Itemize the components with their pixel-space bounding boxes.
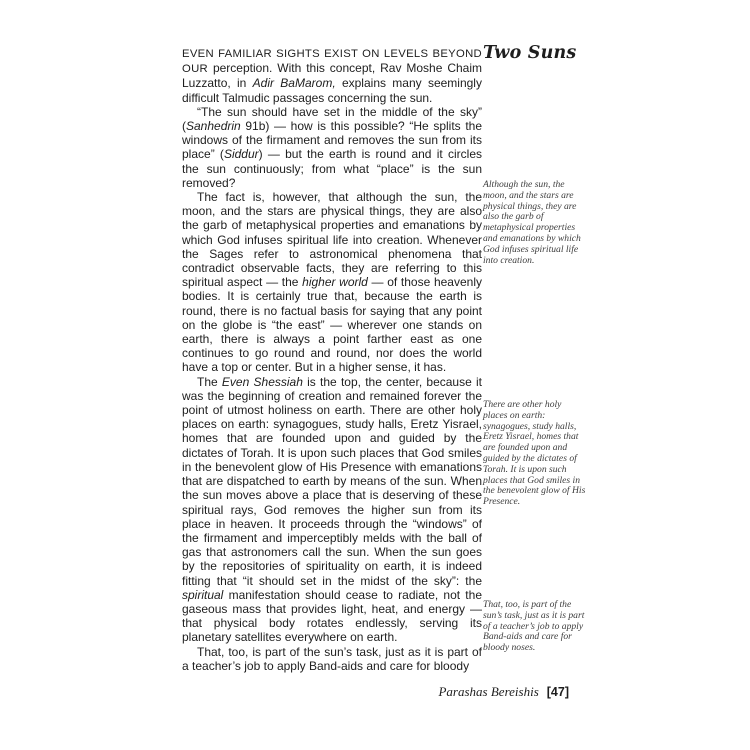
paragraph xyxy=(182,46,482,105)
paragraph xyxy=(182,375,482,645)
chapter-heading: Two Suns xyxy=(483,43,577,63)
margin-note-2: There are other holy places on earth: synagogues, study halls, Eretz Yisrael, homes that are founded upon and guided by the dictates of Torah. It is upon such places that God smiles in the benevolent glow of His Presence. xyxy=(483,399,586,508)
text-segment: — of those heavenly bodies. It is certainly true that, because the earth is round, there is no factual basis for saying that any point on the globe is “the east” — wherever one stands on earth, there is always a point farther east as one continues to go round and round, nor does the world have a top or center. But in a higher sense, it has. xyxy=(182,275,482,375)
text-segment: explains many seemingly difficult Talmudic passages concerning the sun. xyxy=(182,76,482,105)
text-segment: manifestation should cease to radiate, not the gaseous mass that provides light, heat, and energy — that physical body rotates endlessly, serving its planetary satellites everywhere on earth. xyxy=(182,587,482,645)
margin-note-3: That, too, is part of the sun’s task, just as it is part of a teacher’s job to apply Band-aids and care for bloody noses. xyxy=(483,599,585,654)
text-segment: ) — but the earth is round and it circles the sun continuously; from what “place” is the sun removed? xyxy=(182,147,482,190)
text-segment: Even Shessiah xyxy=(221,374,303,389)
page-footer xyxy=(438,684,569,700)
text-segment: higher world xyxy=(302,275,368,290)
footer-book-title: Parashas Bereishis xyxy=(438,684,539,699)
paragraph xyxy=(182,645,482,673)
text-segment: is the top, the center, because it was the beginning of creation and remained forever the point of utmost holiness on earth. There are other holy places on earth: synagogues, study halls, Eretz Yisrael, homes that are founded upon and guided by the dictates of Torah. It is upon such places that God smiles in the benevolent glow of His Presence with emanations that are dispatched to earth by means of the sun. When the sun moves above a place that is deserving of these spiritual rays, God removes the higher sun from its place in heaven. It proceeds through the “windows” of the firmament and imperceptibly melds with the ball of gas that astronomers call the sun. When the sun goes by the repositories of spirituality on earth, it is indeed fitting that “it should set in the midst of the sky”: the xyxy=(182,374,482,588)
text-segment: “The sun should have set in the middle of the sky” ( xyxy=(182,104,482,134)
text-segment: Sanhedrin xyxy=(186,119,241,134)
text-segment: The fact is, however, that although the sun, the moon, and the stars are physical things, they are also the garb of metaphysical properties and emanations by which God infuses spiritual life into creation. Whenever the Sages refer to astronomical phenomena that contradict observable facts, they are referring to this spiritual aspect — the xyxy=(182,190,482,290)
text-segment: perception. With this concept, Rav Moshe Chaim Luzzatto, in xyxy=(182,61,482,91)
margin-note-1: Although the sun, the moon, and the stars are physical things, they are also the garb of metaphysical properties and emanations by which God infuses spiritual life into creation. xyxy=(483,179,581,266)
paragraph xyxy=(182,105,482,190)
text-segment: 91b) — how is this possible? “He splits the windows of the firmament and removes the sun from its place” ( xyxy=(182,119,482,162)
paragraph xyxy=(182,190,482,375)
text-segment: EVEN FAMILIAR SIGHTS EXIST ON LEVELS BEYOND OUR xyxy=(182,48,482,76)
text-segment: Siddur xyxy=(223,147,259,162)
text-segment: Adir BaMarom, xyxy=(252,76,336,91)
text-segment: That, too, is part of the sun’s task, just as it is part of a teacher’s job to apply Band-aids and care for bloody xyxy=(182,644,482,673)
footer-page-number: [47] xyxy=(546,685,569,699)
body-text xyxy=(182,46,482,673)
text-segment: spiritual xyxy=(182,587,224,602)
text-segment: The xyxy=(197,374,222,389)
